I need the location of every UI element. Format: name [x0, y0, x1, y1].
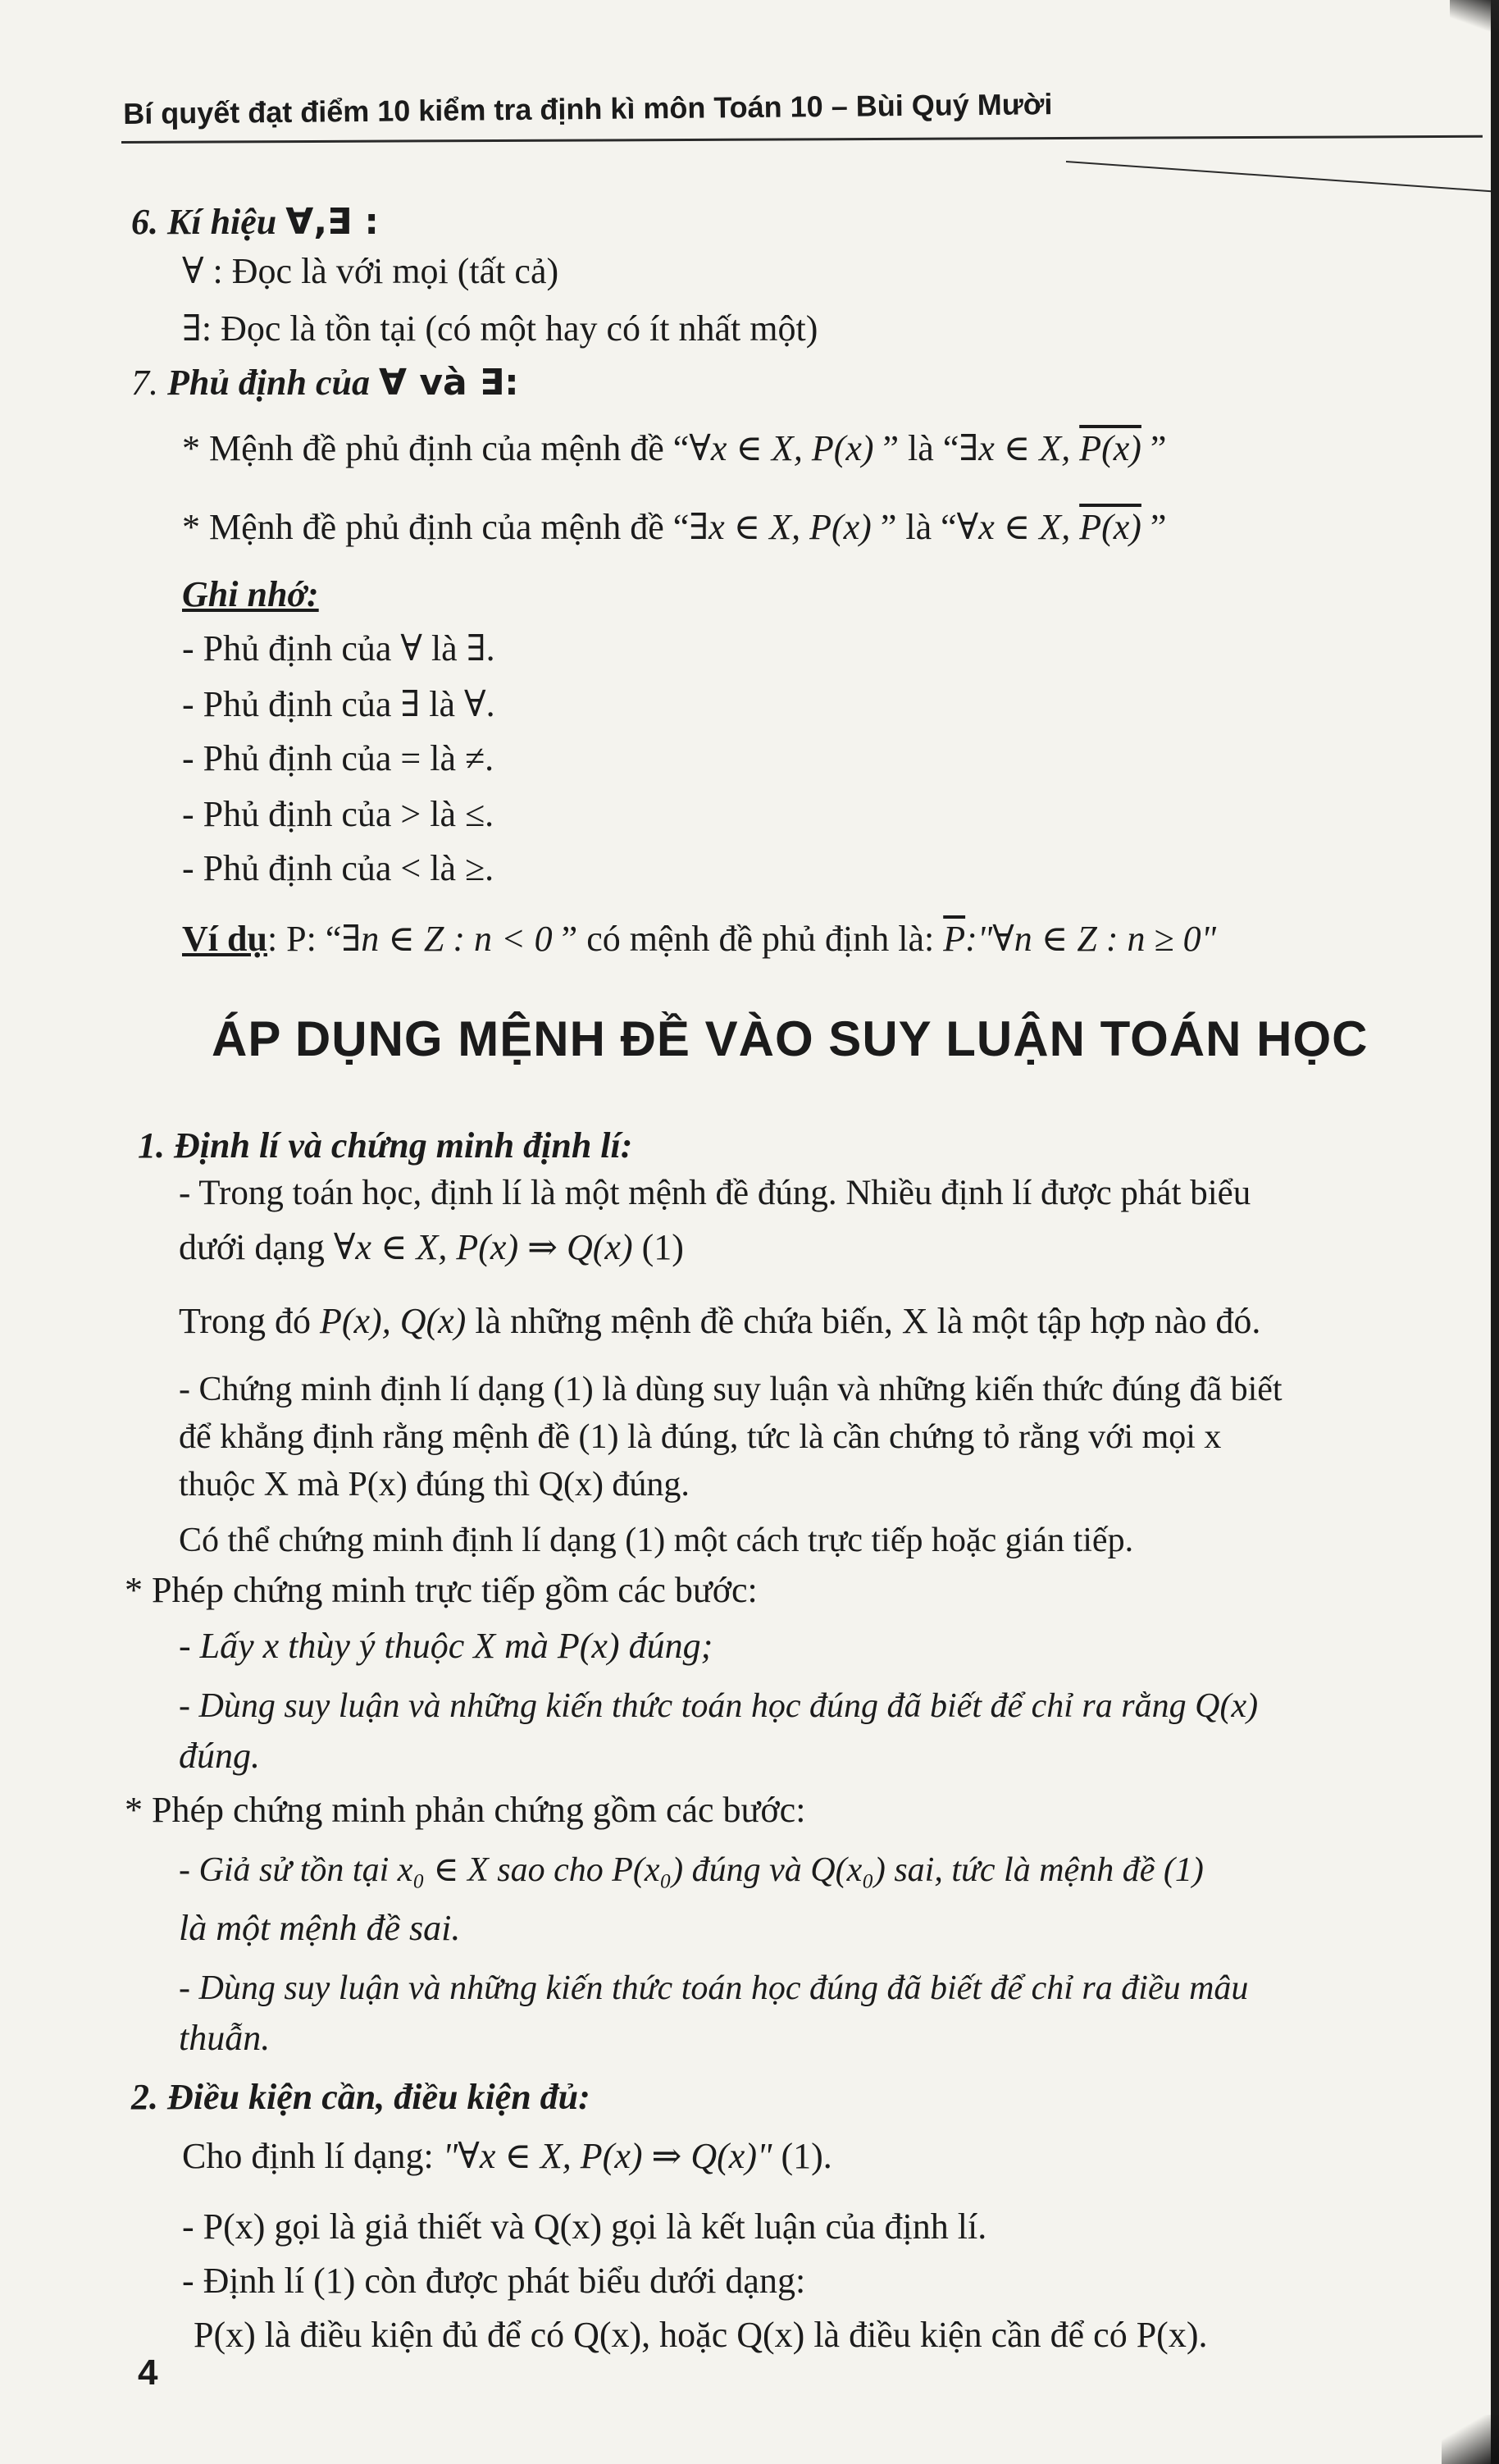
- part2-line2: - P(x) gọi là giả thiết và Q(x) gọi là kết luận của định lí.: [182, 2206, 987, 2247]
- ghi-nho-item: - Phủ định của > là ≤.: [182, 794, 494, 834]
- neg1-math2: ∃x ∈ X,: [959, 428, 1071, 468]
- contra-math1: x₀ ∈ X: [397, 1851, 489, 1889]
- contradiction-step1-line2: là một mệnh đề sai.: [179, 1908, 461, 1948]
- contradiction-step2-line1: - Dùng suy luận và những kiến thức toán học đúng đã biết để chỉ ra điều mâu: [179, 1969, 1249, 2007]
- theorem-number: (1): [641, 1227, 684, 1267]
- part2-heading: 2. Điều kiện cần, điều kiện đủ:: [131, 2077, 590, 2117]
- sec6-symbols: ∀,∃ :: [285, 201, 380, 243]
- neg1-math: ∀x ∈ X, P(x): [689, 428, 874, 468]
- example-text: : P: “: [267, 919, 342, 959]
- direct-proof-step1: - Lấy x thùy ý thuộc X mà P(x) đúng;: [179, 1626, 713, 1666]
- p2-math: P(x), Q(x): [319, 1301, 467, 1341]
- running-header: Bí quyết đạt điểm 10 kiểm tra định kì môn Toán 10 – Bùi Quý Mười: [123, 87, 1053, 130]
- p2-text: Trong đó: [179, 1301, 311, 1341]
- sec7-heading: [131, 363, 519, 404]
- example-label: Ví dụ: [182, 919, 267, 959]
- section-title: ÁP DỤNG MỆNH ĐỀ VÀO SUY LUẬN TOÁN HỌC: [212, 1011, 1369, 1066]
- example-mid: ” có mệnh đề phủ định là:: [561, 919, 935, 959]
- part1-p3-line1: - Chứng minh định lí dạng (1) là dùng suy luận và những kiến thức đúng đã biết: [179, 1371, 1283, 1408]
- part1-p1-line1: - Trong toán học, định lí là một mệnh đề đúng. Nhiều định lí được phát biểu: [179, 1174, 1251, 1212]
- contra-math3: Q(x₀): [810, 1851, 886, 1889]
- part2-line1-text: Cho định lí dạng:: [182, 2136, 434, 2176]
- part2-line1: [182, 2136, 832, 2178]
- header-rule-curve: [1066, 161, 1492, 192]
- negation-forall-line: [182, 428, 1166, 470]
- contra-a: - Giả sử tồn tại: [179, 1851, 390, 1889]
- part1-p3-line3: thuộc X mà P(x) đúng thì Q(x) đúng.: [179, 1466, 690, 1503]
- corner-shadow: [1450, 0, 1499, 33]
- sec7-number: 7.: [131, 363, 158, 403]
- part1-p1-line2: [179, 1227, 684, 1269]
- contra-b: sao cho: [497, 1851, 604, 1889]
- sec7-symbols: ∀ và ∃:: [378, 362, 519, 404]
- example-negation: :"∀n ∈ Z : n ≥ 0": [965, 919, 1217, 959]
- part1-heading: 1. Định lí và chứng minh định lí:: [138, 1125, 633, 1166]
- contra-math2: P(x₀): [612, 1851, 684, 1889]
- theorem-form-math: ∀x ∈ X, P(x) ⇒ Q(x): [333, 1227, 633, 1267]
- bottom-corner-shadow: [1442, 2415, 1499, 2464]
- neg2-end: ”: [1150, 507, 1167, 547]
- contradiction-proof-title: * Phép chứng minh phản chứng gồm các bước:: [125, 1790, 806, 1830]
- part1-p3-line2: để khẳng định rằng mệnh đề (1) là đúng, tức là cần chứng tỏ rằng với mọi x: [179, 1418, 1222, 1456]
- contra-c: đúng và: [691, 1851, 802, 1889]
- part2-line1-math: "∀x ∈ X, P(x) ⇒ Q(x)": [442, 2136, 772, 2176]
- ghi-nho-item: - Phủ định của = là ≠.: [182, 738, 494, 778]
- ghi-nho-item: - Phủ định của ∀ là ∃.: [182, 628, 495, 668]
- page-number: 4: [138, 2352, 158, 2393]
- ghi-nho-item: - Phủ định của < là ≥.: [182, 848, 494, 888]
- part1-p2: [179, 1301, 1260, 1343]
- exists-definition: ∃: Đọc là tồn tại (có một hay có ít nhất một): [182, 308, 818, 349]
- sec6-heading: [131, 202, 379, 244]
- ghi-nho-item: - Phủ định của ∃ là ∀.: [182, 684, 495, 724]
- direct-proof-step2-line2: đúng.: [179, 1736, 260, 1776]
- sec6-number: 6.: [131, 202, 158, 242]
- part2-line3: - Định lí (1) còn được phát biểu dưới dạng:: [182, 2261, 806, 2301]
- contra-d: sai, tức là mệnh đề (1): [894, 1851, 1204, 1889]
- forall-definition: ∀ : Đọc là với mọi (tất cả): [182, 251, 559, 291]
- part2-line1-num: (1).: [781, 2136, 832, 2176]
- part2-line4: P(x) là điều kiện đủ để có Q(x), hoặc Q(x) là điều kiện cần để có P(x).: [194, 2315, 1208, 2355]
- p2-rest: là những mệnh đề chứa biến, X là một tập hợp nào đó.: [475, 1301, 1261, 1341]
- part1-p4: Có thể chứng minh định lí dạng (1) một cách trực tiếp hoặc gián tiếp.: [179, 1522, 1134, 1559]
- example-negation-symbol: $\overline{P}$: [943, 919, 966, 959]
- neg2-math: ∃x ∈ X, P(x): [689, 507, 872, 547]
- header-rule: [121, 135, 1483, 144]
- contradiction-step2-line2: thuẫn.: [179, 2018, 271, 2058]
- page-edge-shadow: [1491, 0, 1499, 2464]
- example-math: ∃n ∈ Z : n < 0: [341, 919, 553, 959]
- neg2-mid: ” là “: [880, 507, 957, 547]
- direct-proof-step2-line1: - Dùng suy luận và những kiến thức toán học đúng đã biết để chỉ ra rằng Q(x): [179, 1687, 1259, 1725]
- neg1-overline: P(x): [1079, 428, 1141, 468]
- neg1-prefix: * Mệnh đề phủ định của mệnh đề “: [182, 428, 690, 468]
- ghi-nho-example: [182, 919, 1216, 961]
- sec6-label: Kí hiệu: [167, 202, 277, 242]
- p1-line2-text: dưới dạng: [179, 1227, 325, 1267]
- neg2-math2: ∀x ∈ X,: [956, 507, 1071, 547]
- neg2-overline: P(x): [1079, 507, 1141, 547]
- neg1-mid: ” là “: [882, 428, 959, 468]
- neg2-prefix: * Mệnh đề phủ định của mệnh đề “: [182, 507, 690, 547]
- sec7-label: Phủ định của: [167, 363, 370, 403]
- negation-exists-line: [182, 507, 1166, 549]
- ghi-nho-title: Ghi nhớ:: [182, 574, 319, 614]
- direct-proof-title: * Phép chứng minh trực tiếp gồm các bước:: [125, 1570, 758, 1610]
- neg1-end: ”: [1150, 428, 1167, 468]
- contradiction-step1-line1: [179, 1850, 1204, 1890]
